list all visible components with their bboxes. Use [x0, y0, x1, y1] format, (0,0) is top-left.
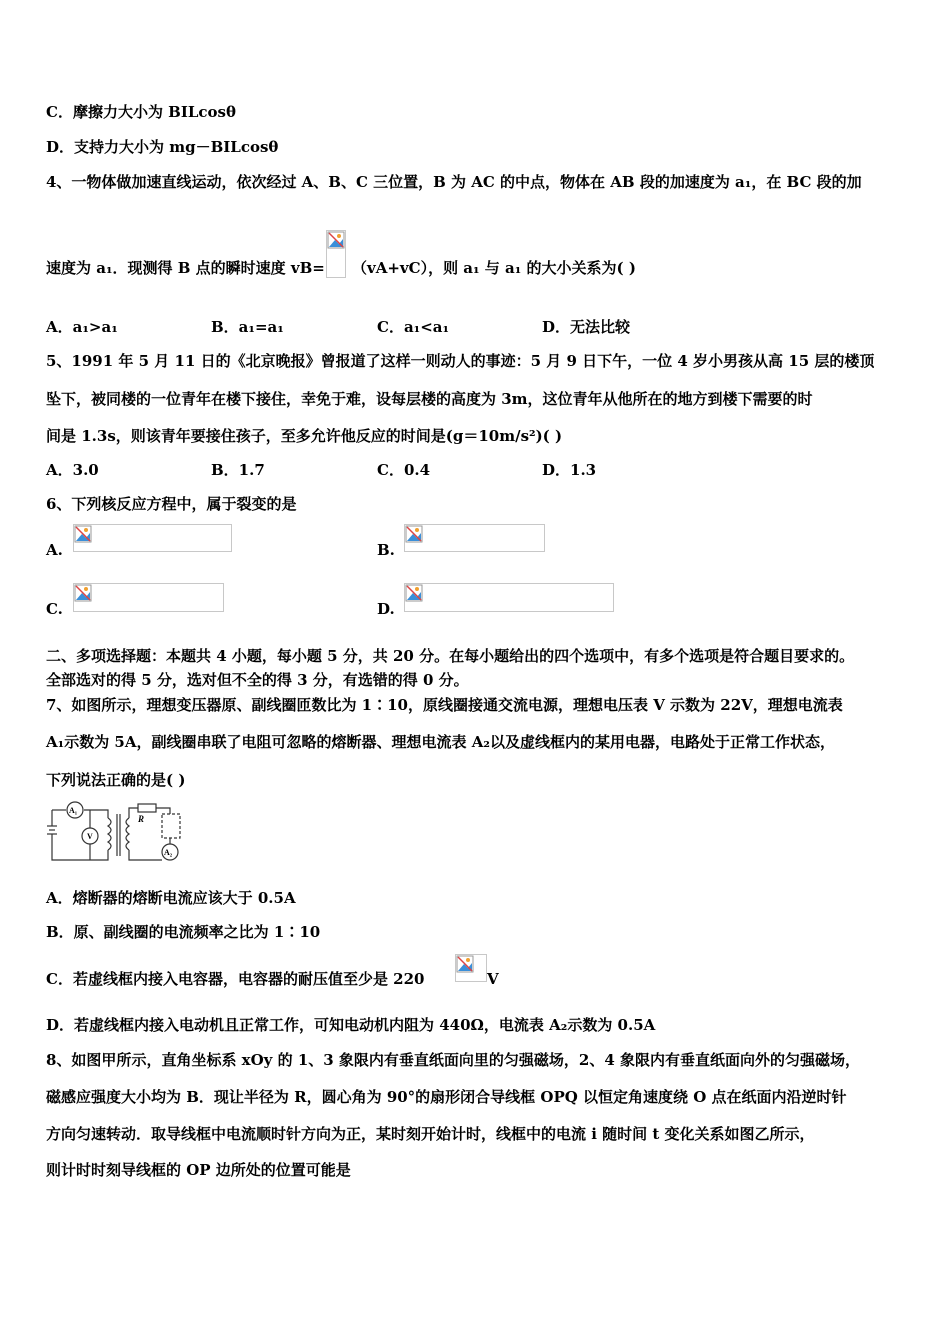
- q7-stem-line1: 7、如图所示，理想变压器原、副线圈匝数比为 1∶10，原线圈接通交流电源，理想电压表 V 示数为 22V，理想电流表: [46, 696, 843, 714]
- v-label: V: [87, 832, 93, 841]
- q4-stem-line1: 4、一物体做加速直线运动，依次经过 A、B、C 三位置，B 为 AC 的中点，物体在 AB 段的加速度为 a₁，在 BC 段的加: [46, 173, 862, 191]
- q4-option-d: D．无法比较: [542, 318, 631, 336]
- q6-option-b-label: B.: [377, 541, 395, 559]
- q5-stem-line2: 坠下，被同楼的一位青年在楼下接住，幸免于难，设每层楼的高度为 3m，这位青年从他所在的地方到楼下需要的时: [46, 390, 813, 408]
- q8-stem-line4: 则计时时刻导线框的 OP 边所处的位置可能是: [46, 1161, 351, 1179]
- section2-heading-line2: 全部选对的得 5 分，选对但不全的得 3 分，有选错的得 0 分。: [46, 671, 469, 689]
- broken-image-icon: [405, 584, 423, 602]
- broken-image-icon: [74, 525, 92, 543]
- q3-option-c: C．摩擦力大小为 BILcosθ: [46, 103, 236, 121]
- a1-label: A₁: [69, 806, 78, 815]
- q4-stem-line2-pre: 速度为 a₁．现测得 B 点的瞬时速度 vB=: [46, 259, 325, 277]
- q4-option-a: A．a₁>a₁: [46, 318, 118, 336]
- q6-option-d-image: [404, 583, 614, 612]
- fraction-image-placeholder: [326, 230, 346, 278]
- q6-stem: 6、下列核反应方程中，属于裂变的是: [46, 495, 297, 513]
- q5-option-b: B．1.7: [211, 461, 265, 479]
- q5-stem-line1: 5、1991 年 5 月 11 日的《北京晚报》曾报道了这样一则动人的事迹：5 月 9 日下午，一位 4 岁小男孩从高 15 层的楼顶: [46, 352, 875, 370]
- q5-option-c: C．0.4: [377, 461, 431, 479]
- q8-stem-line3: 方向匀速转动．取导线框中电流顺时针方向为正，某时刻开始计时，线框中的电流 i 随时间 t 变化关系如图乙所示，: [46, 1125, 815, 1143]
- q7-stem-line3: 下列说法正确的是( ): [46, 771, 186, 789]
- q6-option-b-image: [404, 524, 545, 552]
- resistor-icon: [138, 804, 156, 812]
- q6-option-c-label: C.: [46, 600, 63, 618]
- q5-option-a: A．3.0: [46, 461, 99, 479]
- q5-stem-line3: 间是 1.3s，则该青年要接住孩子，至多允许他反应的时间是(g＝10m/s²)( ): [46, 427, 563, 445]
- broken-image-icon: [74, 584, 92, 602]
- q4-option-b: B．a₁=a₁: [211, 318, 284, 336]
- q8-stem-line1: 8、如图甲所示，直角坐标系 xOy 的 1、3 象限内有垂直纸面向里的匀强磁场，2、4 象限内有垂直纸面向外的匀强磁场，: [46, 1051, 861, 1069]
- q7-option-a: A．熔断器的熔断电流应该大于 0.5A: [46, 889, 296, 907]
- sqrt-image-placeholder: [455, 954, 487, 982]
- q7-option-d: D．若虚线框内接入电动机且正常工作，可知电动机内阻为 440Ω，电流表 A₂示数为 0.5A: [46, 1016, 656, 1034]
- r-label: R: [138, 814, 145, 824]
- q3-option-d: D．支持力大小为 mg－BILcosθ: [46, 138, 279, 156]
- q7-option-b: B．原、副线圈的电流频率之比为 1∶10: [46, 923, 321, 941]
- q4-option-c: C．a₁<a₁: [377, 318, 450, 336]
- broken-image-icon: [327, 231, 345, 249]
- q6-option-c-image: [73, 583, 224, 612]
- q7-option-c-post: V: [487, 970, 499, 988]
- a2-label: A₂: [164, 848, 173, 857]
- broken-image-icon: [456, 955, 474, 973]
- q6-option-a-label: A.: [46, 541, 63, 559]
- q7-stem-line2: A₁示数为 5A，副线圈串联了电阻可忽略的熔断器、理想电流表 A₂以及虚线框内的某用电器，电路处于正常工作状态，: [46, 733, 835, 751]
- q7-option-c-pre: C．若虚线框内接入电容器，电容器的耐压值至少是 220: [46, 970, 425, 988]
- q5-option-d: D．1.3: [542, 461, 597, 479]
- transformer-circuit-diagram: [46, 800, 182, 866]
- section2-heading-line1: 二、多项选择题：本题共 4 小题，每小题 5 分，共 20 分。在每小题给出的四个选项中，有多个选项是符合题目要求的。: [46, 647, 855, 665]
- q4-stem-line2-post: （vA+vC），则 a₁ 与 a₁ 的大小关系为( ): [352, 259, 636, 277]
- q6-option-d-label: D.: [377, 600, 395, 618]
- q8-stem-line2: 磁感应强度大小均为 B．现让半径为 R，圆心角为 90°的扇形闭合导线框 OPQ 以恒定角速度绕 O 点在纸面内沿逆时针: [46, 1088, 847, 1106]
- broken-image-icon: [405, 525, 423, 543]
- q6-option-a-image: [73, 524, 232, 552]
